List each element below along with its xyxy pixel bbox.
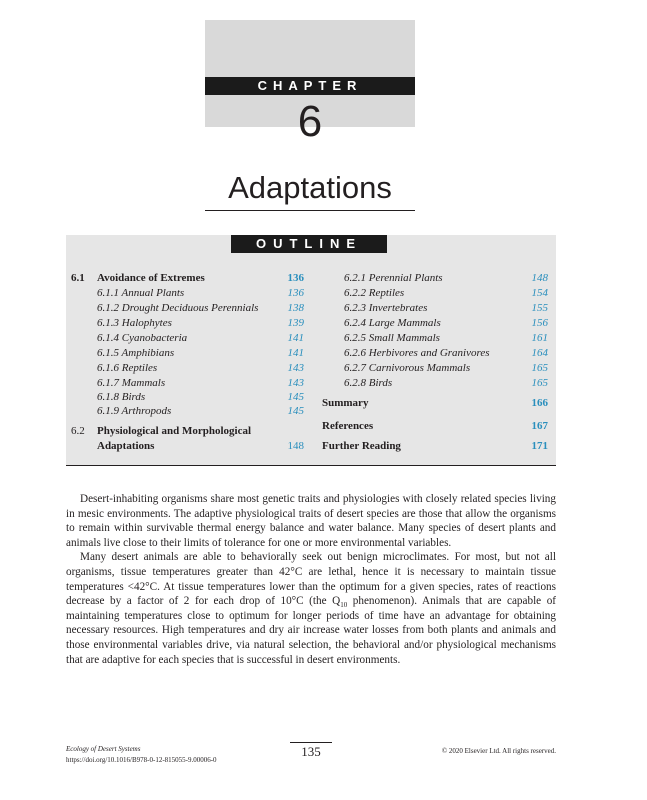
toc-entry-page: 161 <box>531 332 548 344</box>
paragraph: Desert-inhabiting organisms share most genetic traits and physiologies with closely related species living in mesic environments. The adaptive physiological traits of desert species are those that allow the organisms to remain within survivable thermal energy balance and water balance. Many species of desert plants and animals live close to their limits of tolerance for one or more environmental variables. <box>66 493 556 549</box>
toc-entry-page: 141 <box>287 332 304 344</box>
toc-entry-label: 6.1.7 Mammals <box>97 377 166 389</box>
book-title: Ecology of Desert Systems <box>66 745 141 753</box>
toc-entry-label: 6.1.1 Annual Plants <box>97 287 185 299</box>
toc-entry-label: Summary <box>322 397 369 409</box>
toc-entry-page: 154 <box>531 287 548 299</box>
toc-entry-page: 138 <box>287 302 304 314</box>
subscript: 10 <box>340 601 348 610</box>
toc-entry-label: 6.2.7 Carnivorous Mammals <box>344 362 471 374</box>
toc-entry-label: 6.1.4 Cyanobacteria <box>97 332 188 344</box>
toc-entry-label: 6.2.8 Birds <box>344 377 393 389</box>
toc-entry-label: 6.1.3 Halophytes <box>97 317 172 329</box>
chapter-title: Adaptations <box>228 170 392 205</box>
toc-entry-page: 148 <box>287 440 304 452</box>
paragraph-text: Many desert animals are able to behaviorally seek out benign microclimates. For most, but not all organisms, tissue temperatures greater than 42°C are lethal, hence it is necessary to maintain tissue temperatures <42°C. At tissue temperatures lower than the optimum for a given species, rates of reactions decrease by a factor of 2 for each drop of 10°C (the Q <box>66 551 556 608</box>
toc-entry-page: 145 <box>287 405 304 417</box>
paragraph <box>66 550 556 667</box>
chapter-label: CHAPTER <box>205 77 415 95</box>
title-rule <box>205 210 415 211</box>
toc-entry-page: 165 <box>531 362 548 374</box>
toc-entry-page: 136 <box>287 287 304 299</box>
toc-entry-page: 143 <box>287 377 304 389</box>
toc-entry-label: Adaptations <box>97 440 155 452</box>
footer-rule <box>290 742 332 743</box>
toc-entry-label: 6.1.9 Arthropods <box>97 405 172 417</box>
copyright: © 2020 Elsevier Ltd. All rights reserved. <box>441 747 556 755</box>
toc-entry-page: 136 <box>287 272 304 284</box>
toc-entry-page: 167 <box>531 420 548 432</box>
toc-entry-page: 143 <box>287 362 304 374</box>
page-number: 135 <box>301 744 321 759</box>
toc-entry-page: 141 <box>287 347 304 359</box>
paragraph-text: phenomenon). Animals that are capable of maintaining temperatures close to optimum for longer periods of time have an advantage for obtaining necessary resources. High temperatures and dry air increase water losses from both plants and animals and those environmental variables drive, via natural selection, the behavioral and/or physiological mechanisms that are adaptive for each species that is successful in desert environments. <box>66 595 557 666</box>
toc-entry-page: 148 <box>531 272 548 284</box>
toc-entry-label: Avoidance of Extremes <box>97 272 205 284</box>
toc-entry-page: 164 <box>531 347 548 359</box>
toc-entry-page: 171 <box>531 440 548 452</box>
toc-entry-label: 6.1.2 Drought Deciduous Perennials <box>97 302 259 314</box>
chapter-number: 6 <box>297 97 323 146</box>
toc-entry-label: 6.1.6 Reptiles <box>97 362 158 374</box>
body-text <box>66 492 556 667</box>
toc-entry-label: Further Reading <box>322 440 401 452</box>
toc-entry-label: 6.2.4 Large Mammals <box>344 317 441 329</box>
toc-entry-page: 165 <box>531 377 548 389</box>
toc-entry-label: 6.1.8 Birds <box>97 391 146 403</box>
outline-label: OUTLINE <box>231 235 387 253</box>
toc-entry-page: 145 <box>287 391 304 403</box>
doi-link[interactable]: https://doi.org/10.1016/B978-0-12-815055-9.00006-0 <box>66 756 217 764</box>
toc-entry-page: 166 <box>531 397 548 409</box>
toc-entry-label: Physiological and Morphological <box>97 425 252 437</box>
toc-entry-label: References <box>322 420 374 432</box>
toc-section-number: 6.1 <box>71 272 85 284</box>
toc-entry-page: 156 <box>531 317 548 329</box>
toc-entry-label: 6.2.1 Perennial Plants <box>344 272 443 284</box>
toc-entry-page: 155 <box>531 302 548 314</box>
toc-entry-label: 6.1.5 Amphibians <box>97 347 175 359</box>
toc-entry-label: 6.2.6 Herbivores and Granivores <box>344 347 490 359</box>
toc-entry-label: 6.2.2 Reptiles <box>344 287 405 299</box>
footer-left <box>66 744 217 766</box>
toc-entry-page: 139 <box>287 317 304 329</box>
toc-section-number: 6.2 <box>71 425 85 437</box>
toc-entry-label: 6.2.5 Small Mammals <box>344 332 440 344</box>
toc-entry-label: 6.2.3 Invertebrates <box>344 302 428 314</box>
